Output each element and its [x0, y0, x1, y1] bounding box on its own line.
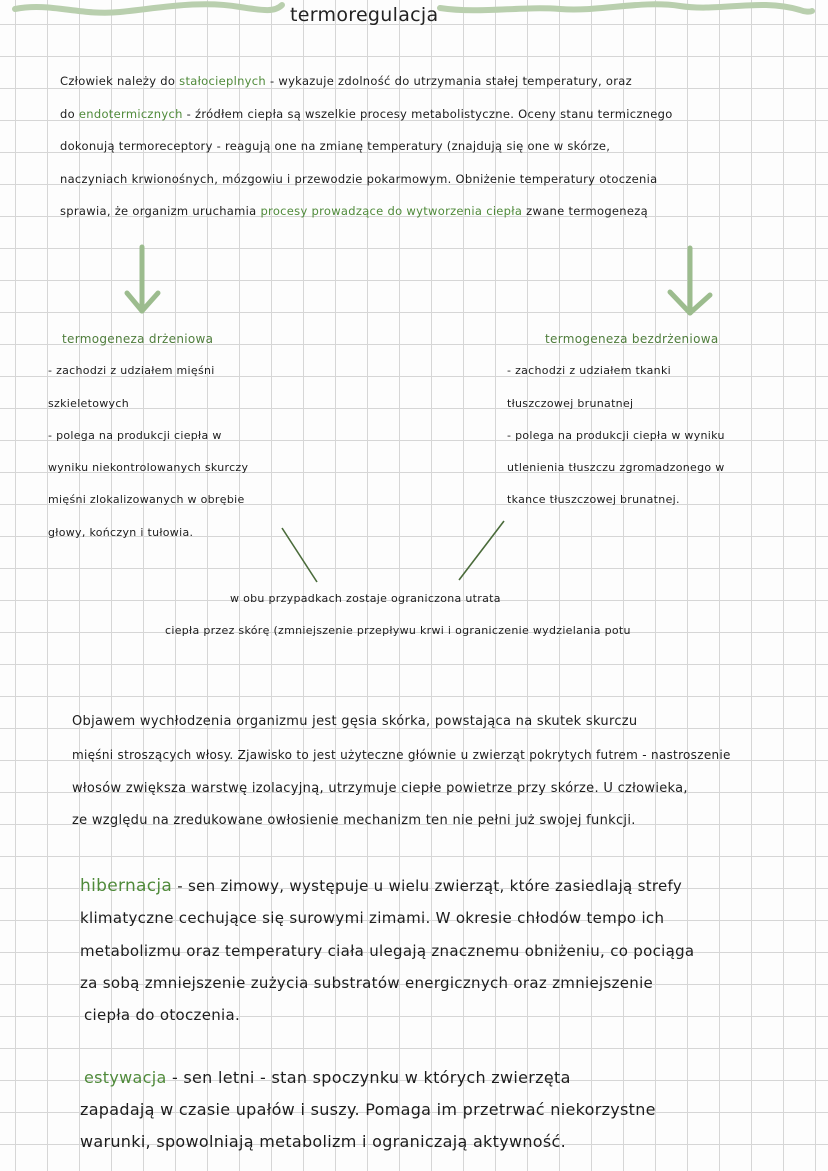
estivation-line-1 — [84, 1068, 571, 1087]
right-branch-line: - zachodzi z udziałem tkanki — [507, 364, 671, 377]
intro-line-4: naczyniach krwionośnych, mózgowiu i przewodzie pokarmowym. Obniżenie temperatury otoczenia — [60, 172, 658, 186]
text: sprawia, że organizm uruchamia — [60, 204, 261, 218]
goosebumps-line: włosów zwiększa warstwę izolacyjną, utrzymuje ciepłe powietrze przy skórze. U człowieka, — [72, 781, 688, 796]
estivation-line: zapadają w czasie upałów i suszy. Pomaga im przetrwać niekorzystne — [80, 1100, 656, 1119]
arrow-down-right-icon — [670, 248, 710, 313]
term-procesy: procesy prowadzące do wytworzenia ciepła — [260, 204, 523, 218]
text: - źródłem ciepła są wszelkie procesy metabolistyczne. Oceny stanu termicznego — [182, 107, 673, 121]
intro-line-2 — [60, 107, 673, 121]
arrow-down-left-icon — [127, 247, 158, 311]
left-branch-line: - zachodzi z udziałem mięśni — [48, 364, 215, 377]
connector-line-left — [282, 528, 317, 582]
hibernation-line: ciepła do otoczenia. — [84, 1006, 241, 1024]
left-branch-line: mięśni zlokalizowanych w obrębie — [48, 493, 245, 506]
left-branch-heading: termogeneza drżeniowa — [62, 332, 214, 346]
term-hibernacja: hibernacja — [80, 876, 173, 896]
hibernation-line: metabolizmu oraz temperatury ciała ulegają znacznemu obniżeniu, co pociąga — [80, 942, 695, 960]
estivation-line: warunki, spowolniają metabolizm i ograniczają aktywność. — [80, 1132, 567, 1151]
hibernation-line: klimatyczne cechujące się surowymi zimami. W okresie chłodów tempo ich — [80, 909, 665, 927]
left-branch-line: wyniku niekontrolowanych skurczy — [48, 461, 249, 474]
page-title: termoregulacja — [290, 4, 439, 26]
intro-line-1 — [60, 74, 632, 88]
goosebumps-line: mięśni stroszących włosy. Zjawisko to jest użyteczne głównie u zwierząt pokrytych futrem - nastroszenie — [72, 748, 731, 762]
wave-left-decoration — [15, 4, 282, 13]
text: Człowiek należy do — [60, 74, 180, 88]
connector-line-right — [459, 521, 504, 580]
right-branch-line: utlenienia tłuszczu zgromadzonego w — [507, 461, 725, 474]
term-estywacja: estywacja — [84, 1068, 167, 1087]
right-branch-line: - polega na produkcji ciepła w wyniku — [507, 429, 725, 442]
intro-line-3: dokonują termoreceptory - reagują one na zmianę temperatury (znajdują się one w skórze, — [60, 139, 611, 153]
term-endotermiczne: endotermicznych — [78, 107, 183, 121]
left-branch-line: szkieletowych — [48, 397, 129, 410]
hibernation-line: za sobą zmniejszenie zużycia substratów energicznych oraz zmniejszenie — [80, 974, 654, 992]
text: do — [60, 107, 79, 121]
left-branch-line: głowy, kończyn i tułowia. — [48, 526, 194, 539]
goosebumps-line: ze względu na zredukowane owłosienie mechanizm ten nie pełni już swojej funkcji. — [72, 813, 636, 828]
text: - sen zimowy, występuje u wielu zwierząt, które zasiedlają strefy — [172, 877, 683, 895]
goosebumps-line: Objawem wychłodzenia organizmu jest gęsia skórka, powstająca na skutek skurczu — [72, 714, 638, 729]
left-branch-line: - polega na produkcji ciepła w — [48, 429, 222, 442]
text: - wykazuje zdolność do utrzymania stałej temperatury, oraz — [266, 74, 632, 88]
right-branch-line: tkance tłuszczowej brunatnej. — [507, 493, 680, 506]
hibernation-line-1 — [80, 876, 682, 896]
intro-line-5 — [60, 204, 648, 218]
right-branch-heading: termogeneza bezdrżeniowa — [545, 332, 719, 346]
term-stalocieplne: stałocieplnych — [179, 74, 267, 88]
right-branch-line: tłuszczowej brunatnej — [507, 397, 634, 410]
conclusion-line-2: ciepła przez skórę (zmniejszenie przepływu krwi i ograniczenie wydzielania potu — [165, 624, 631, 637]
wave-right-decoration — [440, 4, 812, 11]
text: - sen letni - stan spoczynku w których zwierzęta — [166, 1068, 571, 1087]
text: zwane termogenezą — [522, 204, 648, 218]
conclusion-line-1: w obu przypadkach zostaje ograniczona utrata — [230, 592, 501, 605]
